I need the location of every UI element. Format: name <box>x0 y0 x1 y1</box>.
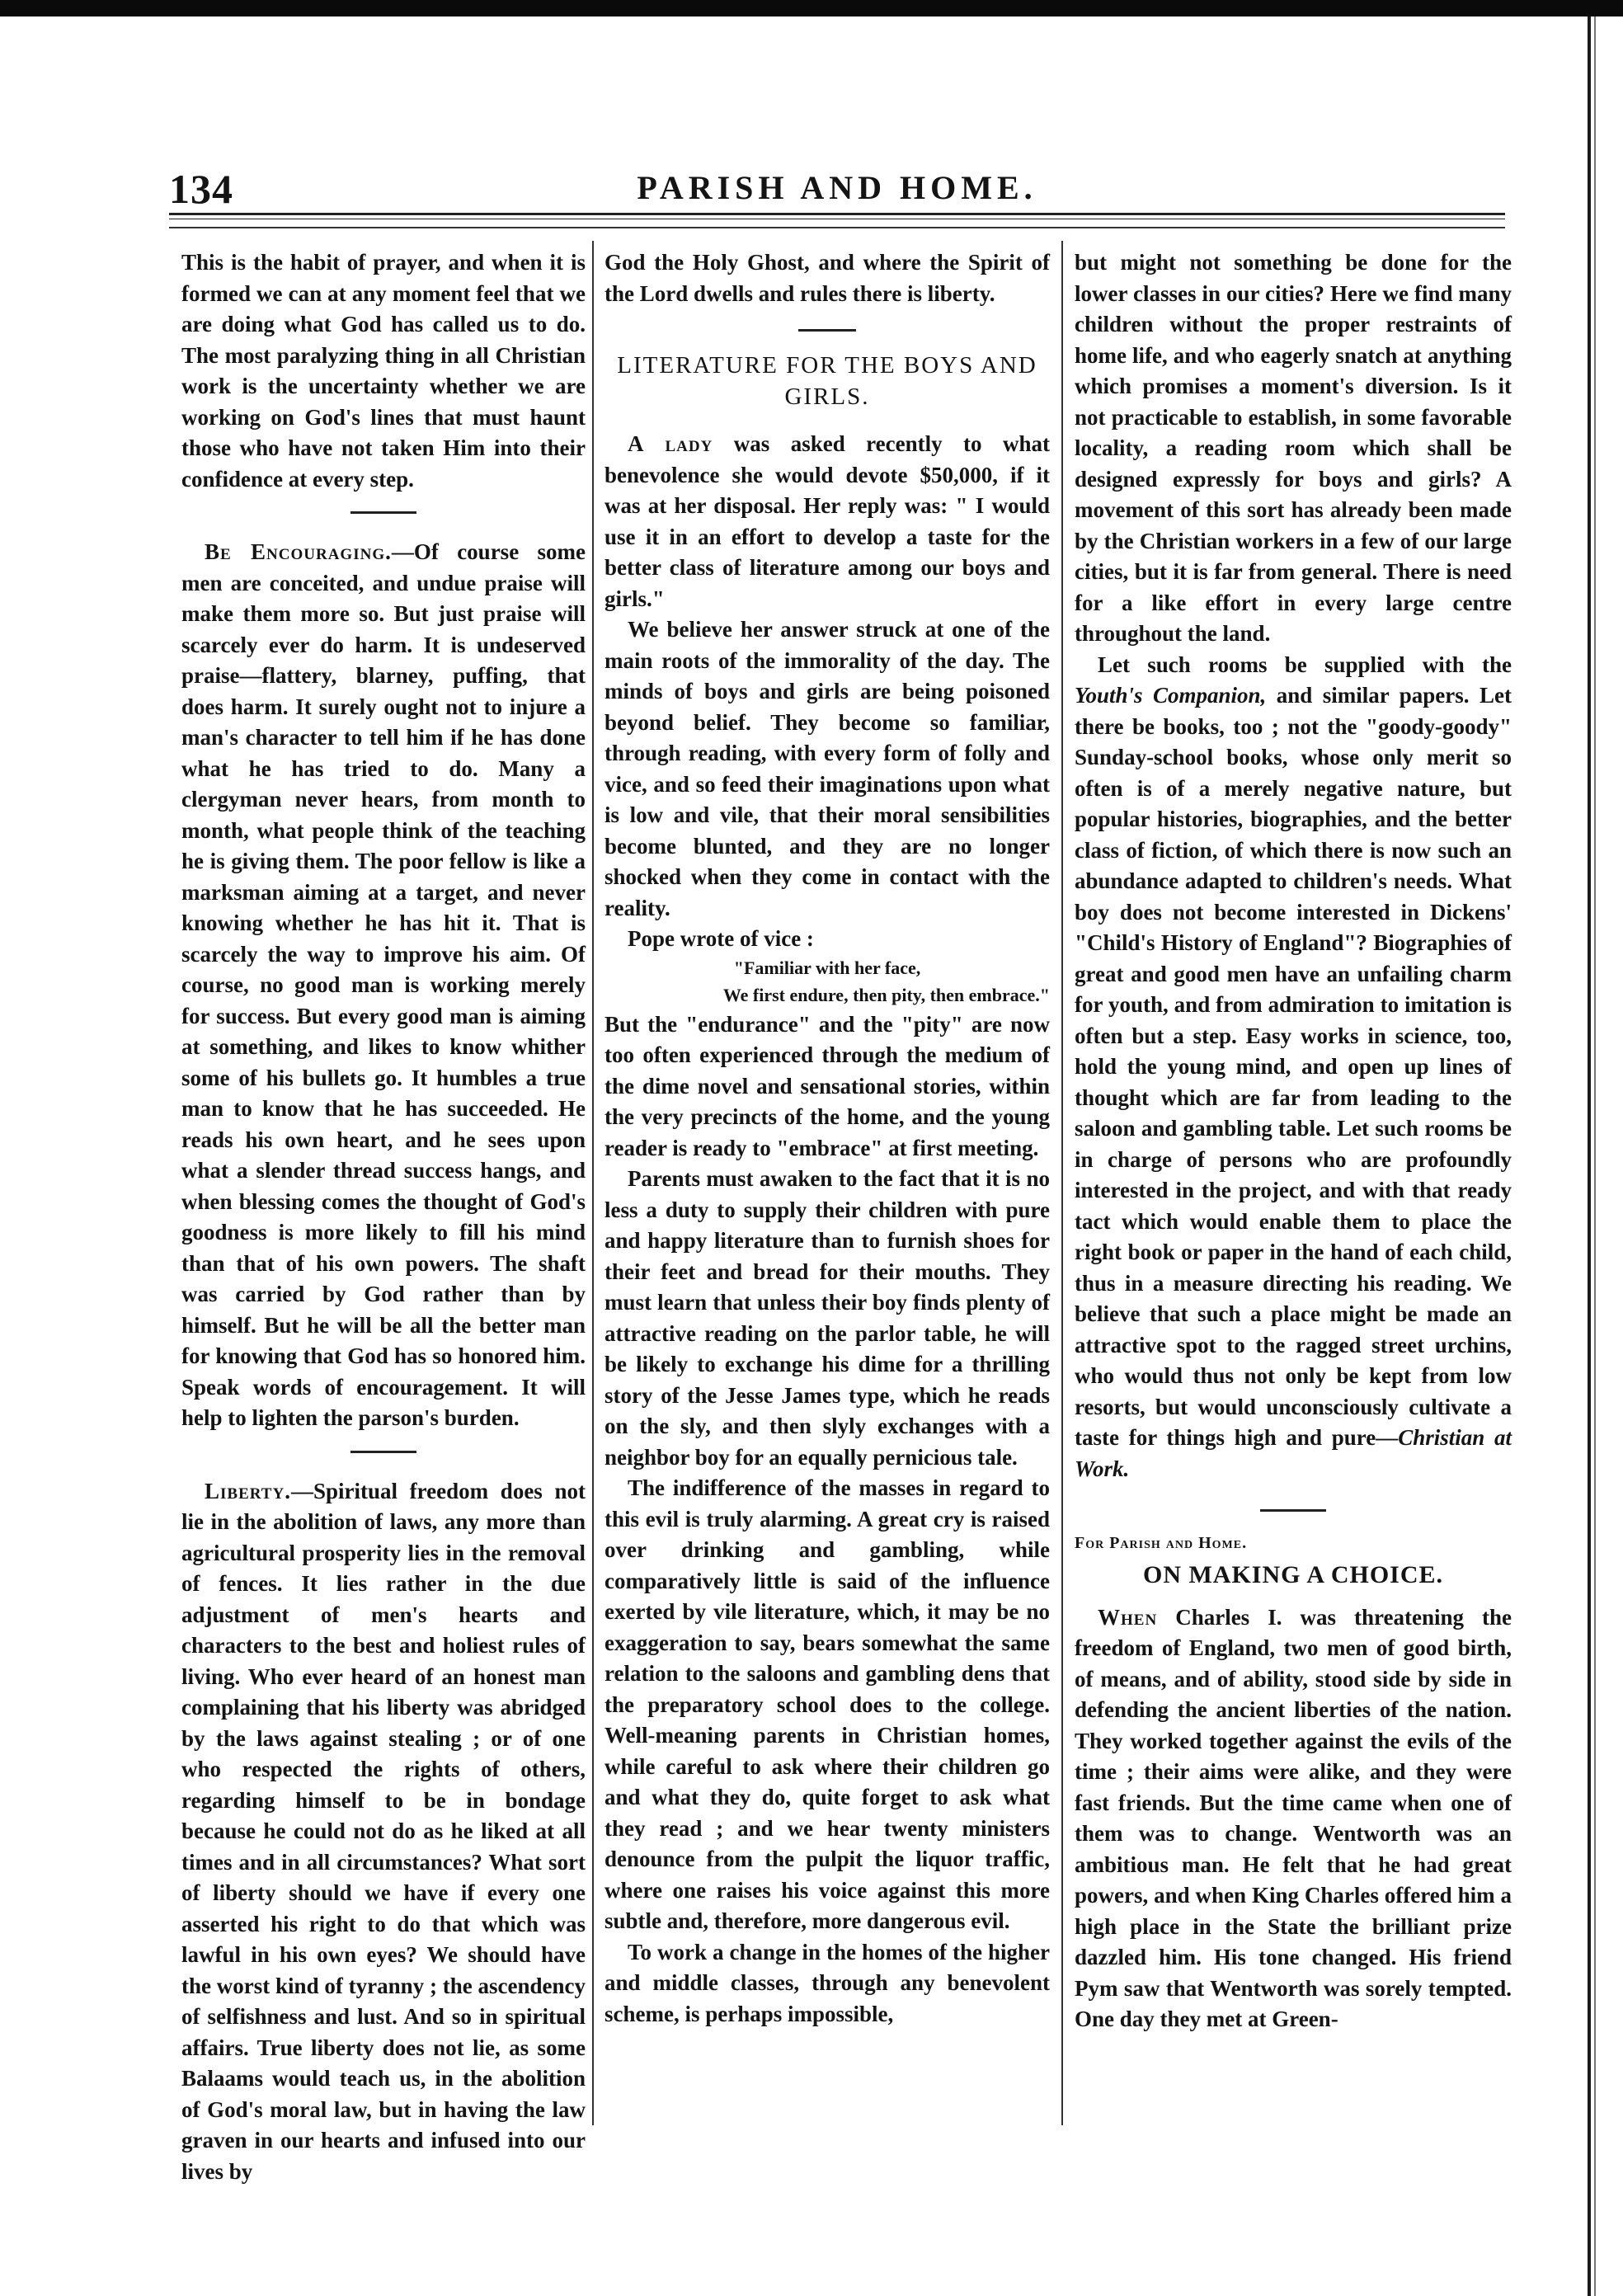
paragraph-prayer: This is the habit of prayer, and when it is formed we can at any moment feel that we are doing what God has called us to do. The most paralyzing thing in all Christian work is the uncertainty whether we are working on God's lines that must haunt those who have not taken Him into their confidence at every step. <box>181 250 586 492</box>
column-1 <box>181 247 586 2187</box>
verse-line-1: "Familiar with her face, <box>733 957 921 978</box>
paragraph-holy-ghost: God the Holy Ghost, and where the Spirit of the Lord dwells and rules there is liberty. <box>605 250 1050 306</box>
header-rule-secondary <box>169 227 1505 228</box>
paragraph-roots: We believe her answer struck at one of the main roots of the immorality of the day. The minds of boys and girls are being poisoned beyond belief. They become so familiar, through reading, with every form of folly and vice, and so feed their imaginations upon what is low and vile, that their moral sensibilities become blunted, and they are no longer shocked when they come in contact with the reality. <box>605 617 1050 920</box>
paragraph-liberty <box>181 1476 586 2188</box>
paragraph-charles <box>1075 1602 1512 2035</box>
paragraph-liberty-text: —Spiritual freedom does not lie in the abolition of laws, any more than agricultural prosperity lies in the removal of fences. It lies rather in the due adjustment of men's hearts and characters to the best and holiest rules of living. Who ever heard of an honest man complaining that his liberty was abridged by the laws against stealing ; or of one who respected the rights of others, regarding himself to be in bondage because he could not do as he liked at all times and in all circumstances? What sort of liberty should we have if every one asserted his right to do that which was lawful in his own eyes? We should have the worst kind of tyranny ; the ascendency of selfishness and lust. And so in spiritual affairs. True liberty does not lie, as some Balaams would teach us, in the abolition of God's moral law, but in having the law graven in our hearts and infused into our lives by <box>181 1478 586 2184</box>
publication-title-youths-companion: Youth's Companion, <box>1075 683 1267 708</box>
paragraph-be-encouraging <box>181 537 586 1434</box>
paragraph-lower-classes: but might not something be done for the lower classes in our cities? Here we find many children without the proper restraints of home life, and who eagerly snatch at anything which promises a moment's diversion. Is it not practicable to establish, in some favorable locality, a reading room which shall be designed expressly for boys and girls? A movement of this sort has already been made by the Christian workers in a few of our large cities, but it is far from general. There is need for a like effort in every large centre throughout the land. <box>1075 250 1512 646</box>
section-lead-be-encouraging: Be Encouraging. <box>205 539 392 564</box>
column-divider-1 <box>592 241 594 2125</box>
paragraph-pope: Pope wrote of vice : <box>628 926 814 951</box>
column-2 <box>605 247 1050 2030</box>
page-edge-rule-inner <box>1594 16 1596 2296</box>
article-lead-a-lady: A lady <box>628 431 713 456</box>
section-separator <box>350 1451 416 1453</box>
section-lead-liberty: Liberty. <box>205 1478 291 1503</box>
paragraph-rooms-text-a: Let such rooms be supplied with the <box>1098 652 1512 677</box>
verse-line-2: We first endure, then pity, then embrace." <box>722 984 1050 1005</box>
byline-for-parish-and-home: For Parish and Home. <box>1075 1534 1248 1552</box>
paragraph-charles-text: Charles I. was threatening the freedom of England, two men of good birth, of means, and of ability, stood side by side in defending the ancient liberties of the nation. They worked together against the evils of the time ; their aims were alike, and they were fast friends. But the time came when one of them was to change. Wentworth was an ambitious man. He felt that he had great powers, and when King Charles offered him a high place in the State the brilliant prize dazzled him. His tone changed. His friend Pym saw that Wentworth was sorely tempted. One day they met at Green- <box>1075 1604 1512 2031</box>
running-title: PARISH AND HOME. <box>637 169 1037 206</box>
paragraph-rooms <box>1075 650 1512 1485</box>
paragraph-lady <box>605 429 1050 614</box>
section-separator <box>1260 1509 1326 1512</box>
header-rule <box>169 213 1505 219</box>
section-separator <box>350 511 416 514</box>
paragraph-indifference: The indifference of the masses in regard to this evil is truly alarming. A great cry is raised over drinking and gambling, while comparatively little is said of the influence exerted by vile literature, which, it may be no exaggeration to say, bears somewhat the same relation to the saloons and gambling dens that the preparatory school does to the college. Well-meaning parents in Christian homes, while careful to ask where their children go and what they do, quite forget to ask what they read ; and we hear twenty ministers denounce from the pulpit the liquor traffic, where one raises his voice against this more subtle and, therefore, more dangerous evil. <box>605 1475 1050 1933</box>
paragraph-be-encouraging-text: —Of course some men are conceited, and undue praise will make them more so. But just praise will scarcely ever do harm. It is undeserved praise—flattery, blarney, puffing, that does harm. It surely ought not to injure a man's character to tell him if he has done what he has tried to do. Many a clergyman never hears, from month to month, what people think of the teaching he is giving them. The poor fellow is like a marksman aiming at a target, and never knowing whether he has hit it. That is scarcely the way to improve his aim. Of course, no good man is working merely for success. But every good man is aiming at something, and likes to know whither some of his bullets go. It humbles a true man to know that he has succeeded. He reads his own heart, and he sees upon what a slender thread success hangs, and when blessing comes the thought of God's goodness is more likely to fill his mind than that of his own powers. The shaft was carried by God rather than by himself. But he will be all the better man for knowing that God has so honored him. Speak words of encouragement. It will help to lighten the parson's burden. <box>181 539 586 1430</box>
paragraph-work-change: To work a change in the homes of the higher and middle classes, through any benevolent scheme, is perhaps impossible, <box>605 1939 1050 2026</box>
paragraph-endurance: But the "endurance" and the "pity" are now too often experienced through the medium of the dime novel and sensational stories, within the very precincts of the home, and the young reader is ready to "embrace" at first meeting. <box>605 1011 1050 1160</box>
column-3 <box>1075 247 1512 2035</box>
article-heading-literature: LITERATURE FOR THE BOYS AND GIRLS. <box>617 352 1037 410</box>
paragraph-parents: Parents must awaken to the fact that it is no less a duty to supply their children with pure and happy literature than to furnish shoes for their feet and bread for their mouths. They must learn that unless their boy finds plenty of attractive reading on the parlor table, he will be likely to exchange his dime for a thrilling story of the Jesse James type, which he reads on the sly, and then slyly exchanges with a neighbor boy for an equally pernicious tale. <box>605 1166 1050 1470</box>
column-divider-2 <box>1061 241 1063 2125</box>
article-heading-making-choice: ON MAKING A CHOICE. <box>1142 1560 1444 1588</box>
paragraph-rooms-text-b: and similar papers. Let there be books, too ; not the "goody-goody" Sunday-school books, whose only merit so often is of a merely negative nature, but popular histories, biographies, and the better class of fiction, of which there is now such an abundance adapted to children's needs. What boy does not become interested in Dickens' "Child's History of England"? Biographies of great and good men have an unfailing charm for youth, and from admiration to imitation is often but a step. Easy works in science, too, hold the young mind, and open up lines of thought which are far from leading to the saloon and gambling table. Let such rooms be in charge of persons who are profoundly interested in the project, and with that ready tact which would enable them to place the right book or paper in the hand of each child, thus in a measure directing his reading. We believe that such a place might be made an attractive spot to the ragged street urchins, who would thus not only be kept from low resorts, but would unconsciously cultivate a taste for things high and pure— <box>1075 683 1512 1450</box>
scan-top-edge <box>0 0 1623 16</box>
page-edge-rule <box>1588 16 1591 2296</box>
paragraph-lady-text: was asked recently to what benevolence she would devote $50,000, if it was at her disposal. Her reply was: " I would use it in an effort to develop a taste for the better class of literature among our boys and girls." <box>605 431 1050 611</box>
article-lead-when: When <box>1098 1604 1158 1630</box>
page-number: 134 <box>169 166 233 212</box>
source-credit-christian-at-work: Christian at Work. <box>1075 1425 1512 1481</box>
section-separator <box>798 329 856 332</box>
